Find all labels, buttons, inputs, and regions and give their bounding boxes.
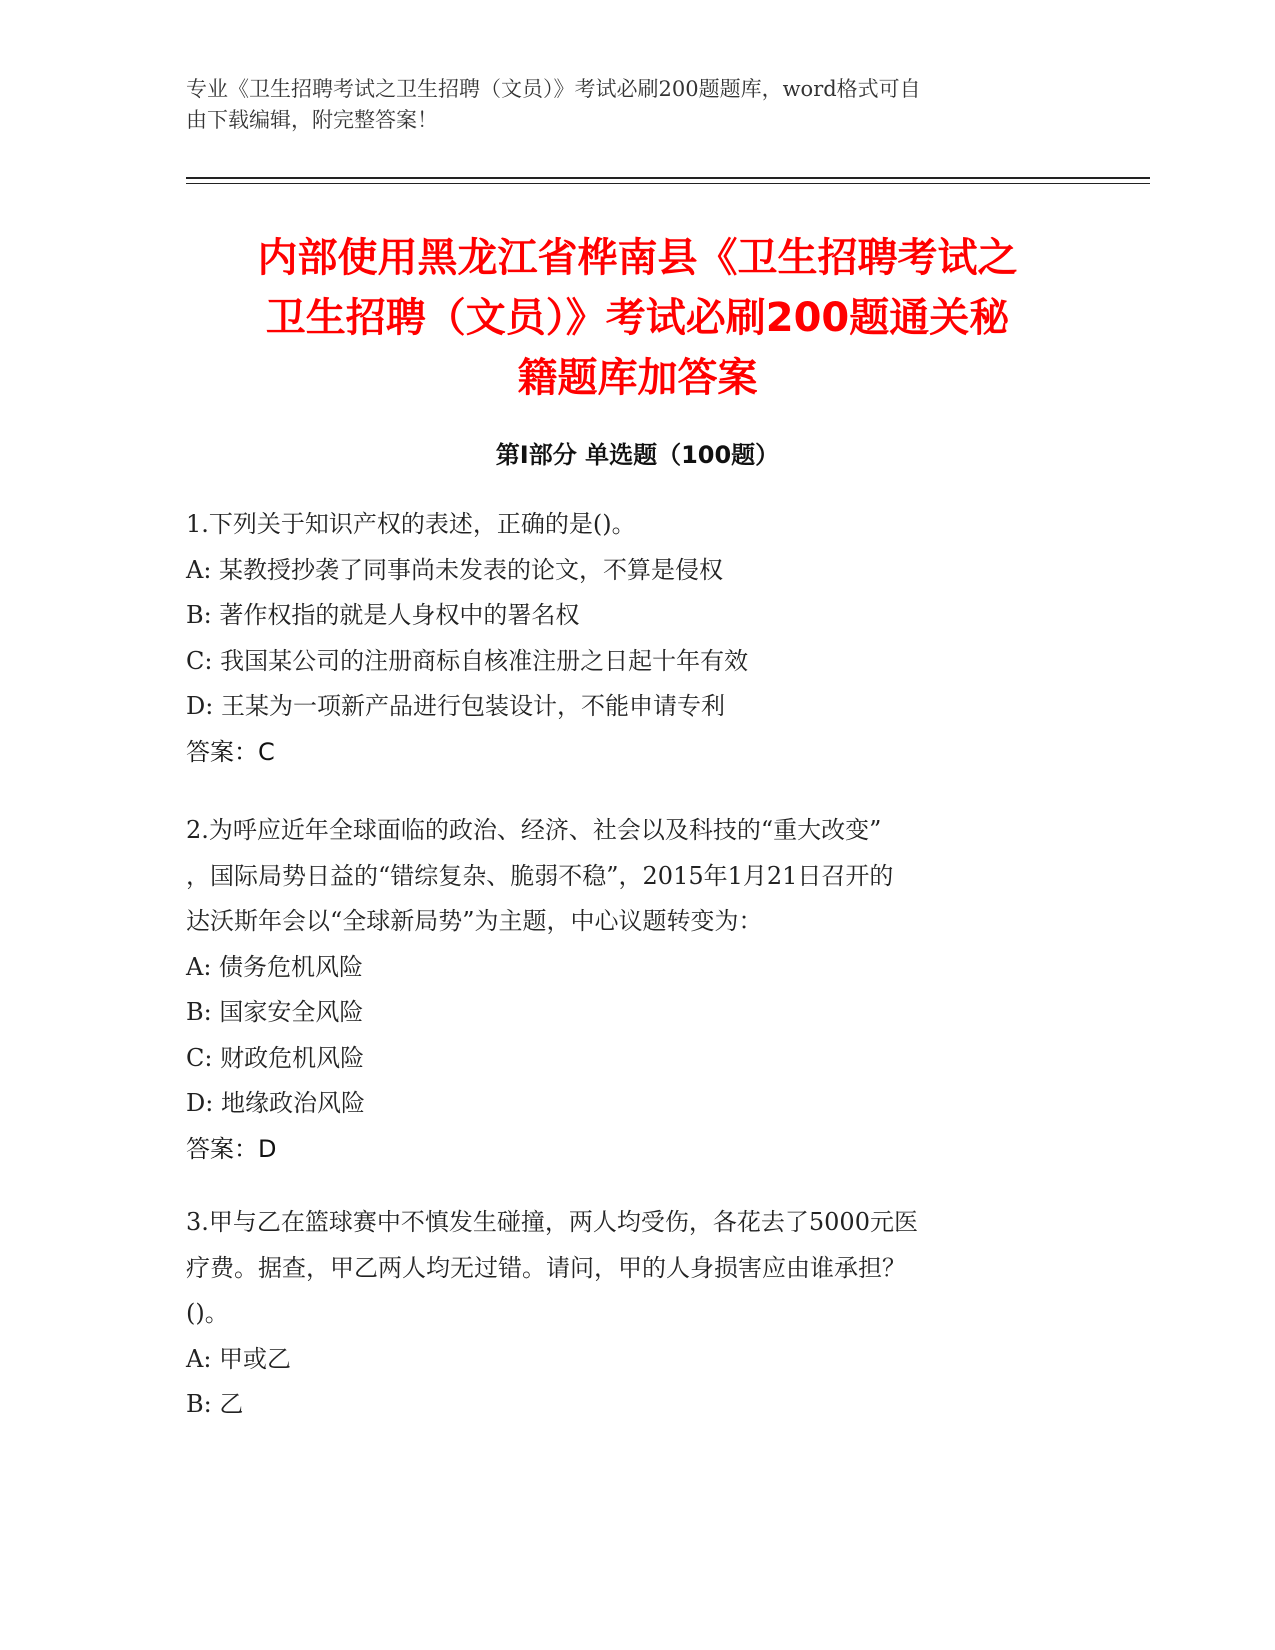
question-stem-line: 3.甲与乙在篮球赛中不慎发生碰撞，两人均受伤，各花去了5000元医 <box>186 1208 918 1236</box>
question-stem-line: 达沃斯年会以“全球新局势”为主题，中心议题转变为： <box>186 907 763 935</box>
question-3 <box>186 1200 1086 1428</box>
answer: 答案：C <box>186 737 275 766</box>
question-1 <box>186 502 1086 775</box>
header-line-1: 专业《卫生招聘考试之卫生招聘（文员）》考试必刷200题题库，word格式可自 <box>186 77 921 101</box>
option-b: B: 国家安全风险 <box>186 998 364 1026</box>
option-d: D: 地缘政治风险 <box>186 1089 365 1117</box>
document-title: 内部使用黑龙江省桦南县《卫生招聘考试之 卫生招聘（文员）》考试必刷200题通关秘 籍题库加答案 <box>257 235 1018 401</box>
option-b: B: 乙 <box>186 1390 244 1418</box>
question-stem-line: ()。 <box>186 1299 229 1327</box>
option-b: B: 著作权指的就是人身权中的署名权 <box>186 601 580 629</box>
option-c: C: 我国某公司的注册商标自核准注册之日起十年有效 <box>186 646 749 675</box>
header-line-2: 由下载编辑，附完整答案！ <box>186 108 438 132</box>
question-stem-line: ，国际局势日益的“错综复杂、脆弱不稳”，2015年1月21日召开的 <box>186 861 894 890</box>
header-divider-thin <box>186 183 1150 184</box>
option-a: A: 甲或乙 <box>186 1344 292 1373</box>
option-c: C: 财政危机风险 <box>186 1043 365 1072</box>
section-heading: 第I部分 单选题（100题） <box>495 441 780 469</box>
question-stem-line: 2.为呼应近年全球面临的政治、经济、社会以及科技的“重大改变” <box>186 816 882 844</box>
question-stem-line: 疗费。据查，甲乙两人均无过错。请问，甲的人身损害应由谁承担？ <box>186 1253 906 1282</box>
page-header <box>186 74 1066 136</box>
option-d: D: 王某为一项新产品进行包装设计，不能申请专利 <box>186 692 725 720</box>
option-a: A: 债务危机风险 <box>186 952 364 981</box>
header-divider-thick <box>186 177 1150 179</box>
question-stem-line: 1.下列关于知识产权的表述，正确的是()。 <box>186 510 636 538</box>
answer: 答案：D <box>186 1134 277 1163</box>
option-a: A: 某教授抄袭了同事尚未发表的论文，不算是侵权 <box>186 555 724 584</box>
question-2 <box>186 808 1086 1172</box>
